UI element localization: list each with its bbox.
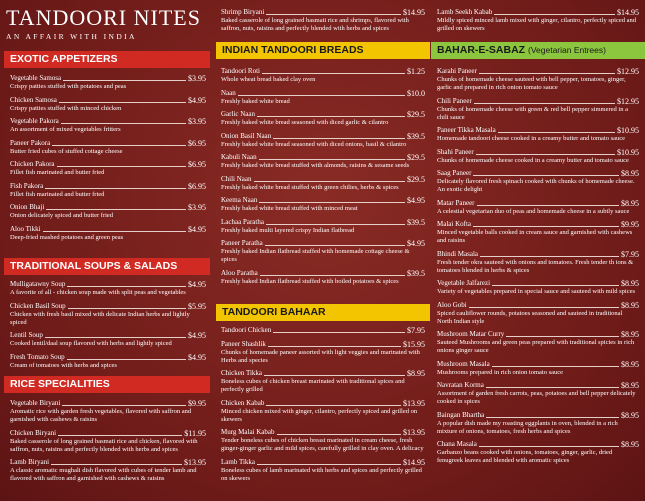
menu-item-price: $39.5 xyxy=(407,268,425,278)
restaurant-name: TANDOORI NITES xyxy=(6,5,201,30)
menu-item-price: $8.95 xyxy=(621,330,639,339)
menu-item-name: Paneer Shashlik xyxy=(221,339,266,348)
menu-item xyxy=(10,225,206,242)
menu-item-description: Chicken with fresh basil mixed with delicate Indian herbs and lightly spiced xyxy=(10,310,190,326)
menu-item-description: A favorite of all - chicken soup made with split peas and vegetables xyxy=(10,289,186,296)
menu-item xyxy=(10,399,206,424)
menu-item-name: Chicken Basil Soup xyxy=(10,301,66,310)
leader-line xyxy=(46,209,186,210)
section-header-bahar-e-sabaz xyxy=(431,42,645,59)
menu-item-price: $6.95 xyxy=(188,138,206,148)
menu-item-price: $29.5 xyxy=(407,110,425,119)
menu-item-name: Tandoori Roti xyxy=(221,67,260,75)
menu-item xyxy=(437,97,639,122)
menu-item xyxy=(221,340,425,365)
menu-item-description: Freshly baked white bread stuffed with almonds, raisins & sesame seeds xyxy=(221,162,410,169)
menu-item-price: $8.95 xyxy=(407,369,425,378)
leader-line xyxy=(494,14,615,15)
menu-item-price: $13.95 xyxy=(403,428,425,437)
menu-item-name: Fish Pakora xyxy=(10,181,44,190)
vegetarian-entrees-list xyxy=(437,67,639,470)
leader-line xyxy=(68,308,186,309)
menu-item xyxy=(10,458,206,483)
leader-line xyxy=(67,359,186,360)
menu-item-price: $8.95 xyxy=(621,359,639,369)
menu-item-name: Chicken Kabab xyxy=(221,398,265,407)
menu-item-description: Assortment of garden fresh carrots, peas, potatoes and bell pepper delicately cooked in spices xyxy=(437,390,636,405)
menu-item-description: Cream of tomatoes with herbs and spices xyxy=(10,361,117,369)
menu-item xyxy=(437,67,639,92)
menu-item-price: $8.95 xyxy=(621,381,639,390)
menu-item xyxy=(437,440,639,465)
section-header-exotic-appetizers: EXOTIC APPETIZERS xyxy=(4,51,210,68)
menu-item xyxy=(221,110,425,127)
menu-item xyxy=(437,411,639,436)
leader-line xyxy=(262,73,405,74)
menu-item xyxy=(221,399,425,424)
brand-block xyxy=(6,6,212,41)
leader-line xyxy=(52,145,186,146)
menu-item-price: $13.95 xyxy=(403,398,425,408)
menu-item-description: Fresh tender okra sauteed with onions and tomatoes. Fresh tender th ions & tomatoes blended in herbs & spices xyxy=(437,258,634,274)
leader-line xyxy=(51,464,182,465)
menu-item-price: $10.95 xyxy=(617,147,639,157)
exotic-appetizers-list xyxy=(10,74,206,246)
menu-item-description: Mushrooms prepared in rich onion tomato sauce xyxy=(437,368,563,376)
menu-item-name: Mulligatawny Soup xyxy=(10,280,66,288)
menu-item-description: A celestial vegetarian duo of peas and homemade cheese in a subtly sauce xyxy=(437,207,630,215)
menu-item-price: $3.95 xyxy=(188,203,206,212)
menu-item-name: Chicken Samosa xyxy=(10,95,57,104)
menu-item-price: $9.95 xyxy=(621,220,639,229)
leader-line xyxy=(479,446,619,447)
leader-line xyxy=(260,275,405,276)
menu-item-description: Freshly baked white bread stuffed with green chilies, herbs & spices xyxy=(221,183,399,191)
menu-item-name: Aloo Paratha xyxy=(221,268,258,277)
seekh-kabab-list xyxy=(437,8,639,38)
menu-item-price: $3.95 xyxy=(188,117,206,126)
menu-item-price: $39.5 xyxy=(407,131,425,141)
menu-item-name: Vegetable Jalfarezi xyxy=(437,279,491,287)
menu-item-description: Chunks of homemade paneer assorted with light veggies and marinated with Herbs and species xyxy=(221,348,420,364)
leader-line xyxy=(268,346,401,347)
menu-item-price: $11.95 xyxy=(184,428,206,438)
leader-line xyxy=(63,80,186,81)
menu-item-name: Lamb Tikka xyxy=(221,457,256,466)
menu-item-price: $39.5 xyxy=(407,217,425,227)
menu-item-description: Minced chicken mixed with ginger, cilantro, perfectly spiced and grilled on skewers xyxy=(221,407,418,423)
menu-item-price: $10.95 xyxy=(617,126,639,135)
menu-item-price: $10.0 xyxy=(407,88,425,98)
menu-item-name: Matar Paneer xyxy=(437,198,475,207)
menu-item-description: Chunks of homemade cheese cooked in a creamy butter and tomato sauce xyxy=(437,156,629,164)
menu-item xyxy=(437,279,639,296)
menu-item xyxy=(221,196,425,213)
menu-item-description: Boneless cubes of lamb marinated with herbs and spices and perfectly grilled on skewers xyxy=(221,466,422,482)
menu-item xyxy=(221,458,425,483)
menu-item-description: Spiced cauliflower rounds, potatoes seasoned and sauteed in traditional North Indian style xyxy=(437,309,623,325)
leader-line xyxy=(492,285,619,286)
menu-item-description: Freshly baked white bread seasoned with diced onions, basil & cilantro xyxy=(221,140,407,148)
leader-line xyxy=(43,231,186,232)
menu-item xyxy=(437,301,639,326)
menu-item-price: $1.25 xyxy=(407,67,425,76)
menu-item xyxy=(221,175,425,192)
menu-item xyxy=(221,153,425,170)
leader-line xyxy=(257,464,401,465)
menu-item-name: Lamb Biryani xyxy=(10,458,50,466)
menu-item-price: $7.95 xyxy=(407,326,425,335)
menu-item-description: Mildly spiced minced lamb mixed with ginger, cilantro, perfectly spiced and grilled on skewers xyxy=(437,17,637,32)
menu-item xyxy=(221,132,425,149)
menu-item-description: Fillet fish marinated and butter fried xyxy=(10,169,105,176)
leader-line xyxy=(238,95,405,96)
menu-item-price: $9.95 xyxy=(188,399,206,408)
menu-item-description: Baked casserole of long grained basmati rice and chicken, flavored with saffron, nuts, raisins and perfectly blended with herbs and spices xyxy=(10,437,198,453)
menu-item-price: $8.95 xyxy=(621,410,639,420)
menu-item-price: $4.95 xyxy=(188,280,206,289)
menu-item-name: Aloo Gobi xyxy=(437,300,467,309)
leader-line xyxy=(476,154,615,155)
leader-line xyxy=(67,286,186,287)
menu-item xyxy=(437,126,639,143)
menu-item xyxy=(437,8,639,33)
shrimp-biryani-list xyxy=(221,8,425,38)
menu-item-description: Chunks of homemade cheese with green & red bell pepper simmered in a chili sauce xyxy=(437,105,628,121)
menu-item-price: $3.95 xyxy=(188,74,206,83)
menu-item xyxy=(10,117,206,134)
menu-item-description: Boneless cubes of chicken breast marinated with traditional spices and perfectly grilled xyxy=(221,378,405,393)
menu-item-description: Freshly baked multi layered crispy Indian flatbread xyxy=(221,226,355,234)
menu-item-name: Vegetable Biryani xyxy=(10,399,61,407)
menu-item-name: Malai Kofta xyxy=(437,220,472,228)
menu-item xyxy=(10,182,206,199)
menu-item-description: An assortment of mixed vegetables fritters xyxy=(10,126,121,133)
leader-line xyxy=(45,337,186,338)
menu-item xyxy=(10,429,206,454)
menu-item-name: Chili Paneer xyxy=(437,96,472,105)
menu-item-name: Onion Basil Naan xyxy=(221,131,272,140)
section-header-soups-salads: TRADITIONAL SOUPS & SALADS xyxy=(4,258,210,275)
menu-item-description: Freshly baked Indian flatbread stuffed with homemade cottage cheese & spices xyxy=(221,248,410,263)
menu-item-name: Fresh Tomato Soup xyxy=(10,352,65,361)
menu-item xyxy=(10,74,206,91)
menu-item-name: Chili Naan xyxy=(221,174,252,183)
menu-item-price: $4.95 xyxy=(407,239,425,248)
restaurant-tagline: AN AFFAIR WITH INDIA xyxy=(6,32,137,41)
menu-item xyxy=(10,280,206,297)
leader-line xyxy=(265,245,405,246)
menu-item-price: $14.95 xyxy=(403,8,425,17)
menu-item-name: Paneer Tikka Masala xyxy=(437,126,496,134)
menu-item-name: Chicken Tikka xyxy=(221,369,263,377)
leader-line xyxy=(477,205,619,206)
leader-line xyxy=(259,202,405,203)
menu-item xyxy=(221,89,425,106)
menu-item-description: Aromatic rice with garden fresh vegetables, flavored with saffron and garnished with cashews & raisins xyxy=(10,408,192,423)
leader-line xyxy=(479,73,615,74)
menu-item-description: Tender boneless cubes of chicken breast marinated in cream cheese, fresh ginger-ginger garlic and mild spices, carefully grilled in clay oven. A delicacy xyxy=(221,437,424,452)
menu-item-price: $13.95 xyxy=(184,458,206,467)
leader-line xyxy=(277,434,401,435)
menu-item xyxy=(437,169,639,194)
section-header-rice-specialities: RICE SPECIALITIES xyxy=(4,376,210,393)
menu-item-name: Keema Naan xyxy=(221,196,258,204)
soups-salads-list xyxy=(10,280,206,374)
menu-item-price: $29.5 xyxy=(407,174,425,184)
leader-line xyxy=(259,159,405,160)
menu-item-price: $6.95 xyxy=(188,181,206,191)
menu-item-price: $29.5 xyxy=(407,153,425,162)
leader-line xyxy=(498,132,615,133)
menu-item-description: A popular dish made my roasting eggplants in oven, blended in a rich mixture of onions, tomatoes, fresh herbs and spices xyxy=(437,419,618,435)
section-header-tandoori-bahaar: TANDOORI BAHAAR xyxy=(216,304,430,321)
menu-item xyxy=(437,199,639,216)
menu-item-name: Kabuli Naan xyxy=(221,153,257,161)
leader-line xyxy=(273,138,405,139)
menu-item-name: Murg Malai Kabab xyxy=(221,428,275,436)
menu-item-name: Karahi Paneer xyxy=(437,67,477,75)
leader-line xyxy=(59,102,186,103)
menu-item xyxy=(221,326,425,335)
menu-item-name: Naan xyxy=(221,88,236,97)
menu-item xyxy=(437,250,639,275)
leader-line xyxy=(266,14,401,15)
menu-item-price: $12.95 xyxy=(617,96,639,106)
menu-item-price: $7.95 xyxy=(621,249,639,259)
menu-item-price: $8.95 xyxy=(621,279,639,288)
menu-item xyxy=(10,139,206,156)
menu-item-price: $14.95 xyxy=(403,457,425,467)
menu-item xyxy=(10,353,206,370)
menu-item-description: Crispy patties stuffed with minced chicken xyxy=(10,104,122,112)
menu-item-name: Paneer Paratha xyxy=(221,239,263,247)
leader-line xyxy=(473,226,619,227)
leader-line xyxy=(45,188,186,189)
menu-item-name: Paneer Pakora xyxy=(10,138,51,147)
menu-item-description: Whole wheat bread baked clay oven xyxy=(221,76,316,83)
menu-item-name: Aloo Tikki xyxy=(10,224,41,233)
leader-line xyxy=(480,256,619,257)
menu-item-description: Freshly baked Indian flatbread stuffed with boiled potatoes & spices xyxy=(221,277,399,285)
menu-item-price: $8.95 xyxy=(621,169,639,178)
menu-item-name: Lentil Soup xyxy=(10,331,43,339)
menu-item xyxy=(221,239,425,264)
menu-item-price: $4.95 xyxy=(407,196,425,205)
rice-specialities-list xyxy=(10,399,206,488)
menu-item-price: $8.95 xyxy=(621,198,639,208)
menu-item-price: $5.95 xyxy=(188,301,206,311)
menu-item-price: $12.95 xyxy=(617,67,639,76)
section-header-tandoori-breads: INDIAN TANDOORI BREADS xyxy=(216,42,430,59)
menu-item xyxy=(10,203,206,220)
leader-line xyxy=(266,405,401,406)
menu-item-description: Minced vegetable balls cooked in cream sauce and garnished with cashews and raisins xyxy=(437,229,633,244)
menu-item-price: $4.95 xyxy=(188,95,206,105)
menu-item-description: Fillet fish marinated and butter fried xyxy=(10,190,105,198)
leader-line xyxy=(492,366,619,367)
menu-item-price: $4.95 xyxy=(188,224,206,234)
menu-item-name: Lamb Seekh Kabab xyxy=(437,8,493,16)
leader-line xyxy=(254,181,405,182)
leader-line xyxy=(264,375,405,376)
menu-item-name: Chana Masala xyxy=(437,440,477,448)
menu-item-name: Shrimp Biryani xyxy=(221,8,265,16)
menu-item-description: Baked casserole of long grained basmati rice and shrimps, flavored with saffron, nuts, raisins and perfectly blended with herbs and spices xyxy=(221,17,409,32)
menu-item-description: A classic aromatic mughali dish flavored with cubes of tender lamb and flavored with saffron and garnished with cashews & raisins xyxy=(10,467,197,482)
leader-line xyxy=(62,405,186,406)
menu-item xyxy=(221,428,425,453)
menu-item-price: $15.95 xyxy=(403,339,425,349)
menu-item-description: Homemade tandoori cheese cooked in a creamy butter and tomato sauce xyxy=(437,135,626,142)
menu-item xyxy=(437,220,639,245)
menu-item-name: Mushroom Matar Curry xyxy=(437,330,505,338)
menu-item xyxy=(10,160,206,177)
tandoori-breads-list xyxy=(221,67,425,290)
menu-item xyxy=(221,269,425,286)
menu-item-description: Variety of vegetables prepared in special sauce and sauteed with mild spices xyxy=(437,288,635,295)
menu-item xyxy=(10,96,206,113)
menu-item-name: Onion Bhaji xyxy=(10,203,45,211)
menu-item-price: $6.95 xyxy=(188,160,206,169)
menu-item-price: $14.95 xyxy=(617,8,639,17)
menu-item-price: $8.95 xyxy=(621,300,639,310)
leader-line xyxy=(266,224,405,225)
menu-item-name: Chicken Biryani xyxy=(10,428,57,437)
leader-line xyxy=(506,336,619,337)
menu-item-description: Chunks of homemade cheese sauteed with bell pepper, tomatoes, ginger, garlic and prepared in rich onion tomato sauce xyxy=(437,76,626,91)
tandoori-bahaar-list xyxy=(221,326,425,487)
menu-item-price: $4.95 xyxy=(188,352,206,362)
menu-item xyxy=(10,302,206,327)
menu-item-description: Onion delicately spiced and butter fried xyxy=(10,212,114,219)
menu-item-name: Vegetable Samosa xyxy=(10,74,62,82)
menu-item xyxy=(437,360,639,377)
menu-item-description: Freshly baked white bread stuffed with minced meat xyxy=(221,205,358,212)
menu-item-price: $4.95 xyxy=(188,331,206,340)
menu-item-name: Mushroom Masala xyxy=(437,359,490,368)
leader-line xyxy=(57,166,186,167)
leader-line xyxy=(469,307,619,308)
menu-item-price: $8.95 xyxy=(621,440,639,449)
menu-item-name: Baingan Bhartha xyxy=(437,410,485,419)
menu-item-description: Butter fried cubes of stuffed cottage cheese xyxy=(10,147,123,155)
bahar-e-sabaz-subtitle: (Vegetarian Entrees) xyxy=(528,45,606,55)
menu-item-description: Garbanzo beans cooked with onions, tomatoes, ginger, garlic, dried fenugreek leaves and blended with aromatic spices xyxy=(437,449,613,464)
menu-item-name: Navratan Korma xyxy=(437,381,484,389)
menu-item xyxy=(10,331,206,348)
menu-item-name: Saag Paneer xyxy=(437,169,472,177)
menu-item xyxy=(221,218,425,235)
menu-item xyxy=(221,369,425,394)
menu-item-description: Freshly baked white bread seasoned with diced garlic & cilantro xyxy=(221,119,389,126)
leader-line xyxy=(486,417,619,418)
menu-item xyxy=(437,330,639,355)
menu-item-name: Bhindi Masala xyxy=(437,249,479,258)
menu-item-name: Vegetable Pakora xyxy=(10,117,59,125)
menu-item-name: Chicken Pakora xyxy=(10,160,55,168)
leader-line xyxy=(58,435,182,436)
leader-line xyxy=(486,387,619,388)
menu-item xyxy=(221,8,425,33)
menu-item-description: Delicately flavored fresh spinach cooked with chunks of homemade cheese. An exotic delight xyxy=(437,178,635,193)
leader-line xyxy=(474,103,615,104)
menu-item-description: Cooked lentil/daal soup flavored with herbs and lightly spiced xyxy=(10,340,172,347)
menu-item xyxy=(437,148,639,165)
menu-item xyxy=(221,67,425,84)
menu-item-description: Sauteed Mushrooms and green peas prepared with traditional spicies in rich onions ginger sauce xyxy=(437,339,635,354)
bahar-e-sabaz-title: BAHAR-E-SABAZ xyxy=(437,44,526,56)
leader-line xyxy=(473,175,619,176)
menu-item-description: Deep-fried mashed potatoes and green peas xyxy=(10,233,124,241)
menu-item-name: Tandoori Chicken xyxy=(221,326,272,334)
leader-line xyxy=(61,123,186,124)
menu-item-name: Garlic Naan xyxy=(221,110,256,118)
leader-line xyxy=(257,116,405,117)
leader-line xyxy=(273,332,405,333)
menu-item-name: Lachaa Paratha xyxy=(221,217,264,226)
menu-item xyxy=(437,381,639,406)
menu-item-description: Freshly baked white bread xyxy=(221,97,290,105)
menu-item-name: Shahi Paneer xyxy=(437,147,474,156)
menu-item-description: Crispy patties stuffed with potatoes and peas xyxy=(10,83,127,90)
